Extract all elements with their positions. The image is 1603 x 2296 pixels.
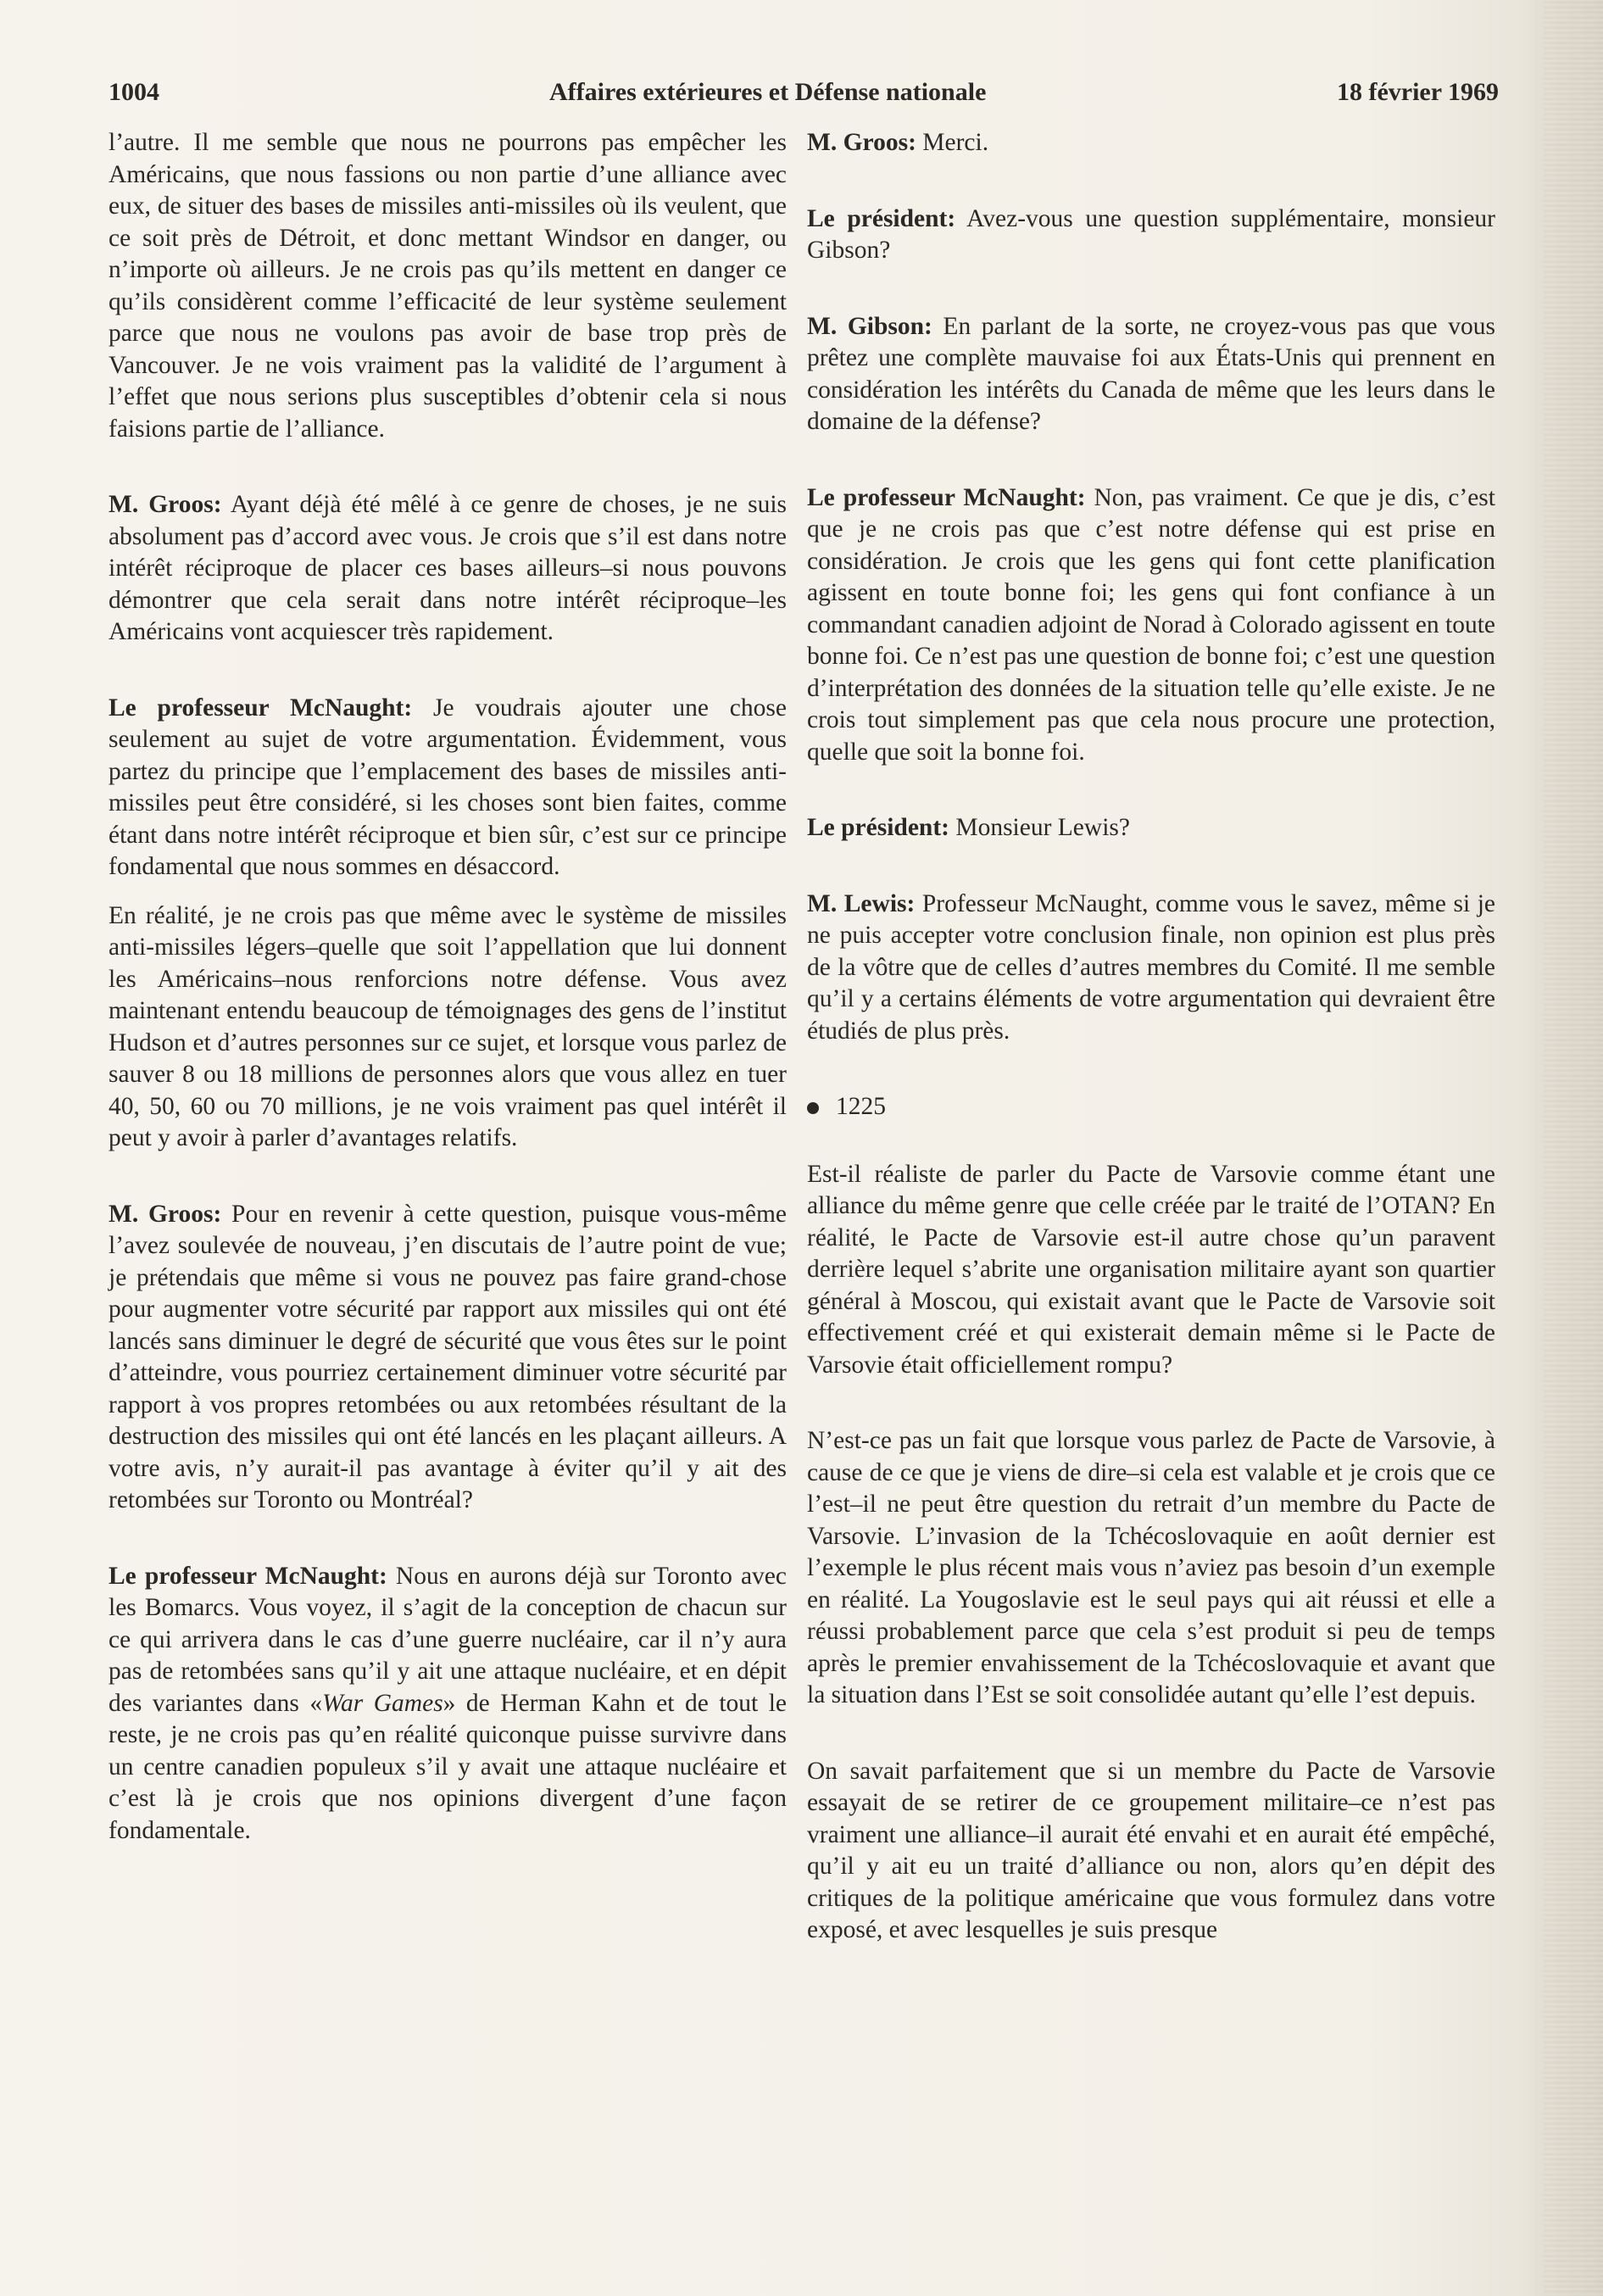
speaker: Le professeur McNaught: [807, 483, 1086, 511]
paragraph [807, 203, 1495, 267]
paragraph-text: Non, pas vraiment. Ce que je dis, c’est que je ne crois pas que c’est notre défense qui est prise en considération. Je crois que les gens qui font cette planification agissent en toute bonne foi; les gens qui font confiance à un commandant canadien adjoint de Norad à Colorado agissent en toute bonne foi. Ce n’est pas une question de bonne foi; c’est une question d’interprétation des données de la situation telle qu’elle existe. Je ne crois tout simplement pas que cela nous procure une protection, quelle que soit la bonne foi. [807, 483, 1495, 766]
paragraph-text: En parlant de la sorte, ne croyez-vous pas que vous prêtez une complète mauvaise foi aux États-Unis qui prennent en considération les intérêts du Canada de même que les leurs dans le domaine de la défense? [807, 312, 1495, 435]
paragraph-text: » de Herman Kahn et de tout le reste, je ne crois pas qu’en réalité quiconque puisse survivre dans un centre canadien populeux s’il y avait une attaque nucléaire et c’est là je crois que nos opinions divergent d’une façon fondamentale. [109, 1689, 787, 1844]
paragraph [807, 482, 1495, 769]
paragraph [109, 489, 787, 649]
bullet-icon [807, 1102, 819, 1114]
right-column [807, 127, 1495, 1991]
paragraph-text: Est-il réaliste de parler du Pacte de Varsovie comme étant une alliance du même genre que celle créée par le traité de l’OTAN? En réalité, le Pacte de Varsovie est-il autre chose qu’un paravent derrière lequel s’abrite une organisation militaire ayant son quartier général à Moscou, qui existait avant que le Pacte de Varsovie soit effectivement créé et qui existerait demain même si le Pacte de Varsovie était officiellement rompu? [807, 1160, 1495, 1379]
paragraph [109, 1561, 787, 1847]
time-marker-text: 1225 [836, 1093, 886, 1120]
paragraph-text: Nous en aurons déjà sur Toronto avec les Bomarcs. Vous voyez, il s’agit de la conception de chacun sur ce qui arrivera dans le cas d’une guerre nucléaire, car il n’y aura pas de retombées sans qu’il y ait une attaque nucléaire, et en dépit des variantes dans « [109, 1562, 787, 1717]
page-number: 1004 [109, 78, 159, 106]
speaker: Le professeur McNaught: [109, 694, 413, 722]
paragraph [109, 127, 787, 445]
paragraph-text: Je voudrais ajouter une chose seulement au sujet de votre argumentation. Évidemment, vous partez du principe que l’emplacement des bases de missiles anti-missiles peut être considéré, si les choses sont bien faites, comme étant dans notre intérêt réciproque et bien sûr, c’est sur ce principe fondamental que nous sommes en désaccord. [109, 694, 787, 880]
paragraph [807, 812, 1495, 844]
paragraph [807, 127, 1495, 159]
speaker: M. Lewis: [807, 889, 916, 917]
paragraph-text: Monsieur Lewis? [949, 814, 1130, 841]
time-marker [807, 1091, 1495, 1123]
speaker: Le président: [807, 814, 949, 841]
running-header [109, 78, 1499, 120]
paragraph [807, 1425, 1495, 1712]
paragraph [109, 900, 787, 1155]
paragraph [807, 1756, 1495, 1947]
page-edge [1544, 0, 1603, 2296]
speaker: Le professeur McNaught: [109, 1562, 387, 1590]
paragraph [109, 693, 787, 883]
paragraph-text: On savait parfaitement que si un membre du Pacte de Varsovie essayait de se retirer de ce groupement militaire–ce n’est pas vraiment une alliance–il aurait été envahi et en aurait été empêché, qu’il y ait eu un traité d’alliance ou non, alors qu’en dépit des critiques de la politique américaine que vous formulez dans votre exposé, et avec lesquelles je suis presque [807, 1757, 1495, 1943]
paragraph-text: Professeur McNaught, comme vous le savez, même si je ne puis accepter votre conclusion finale, non opinion est plus près de la vôtre que de celles d’autres membres du Comité. Il me semble qu’il y a certains éléments de votre argumentation qui devraient être étudiés de plus près. [807, 889, 1495, 1045]
paragraph-text: N’est-ce pas un fait que lorsque vous parlez de Pacte de Varsovie, à cause de ce que je viens de dire–si cela est valable et je crois que ce l’est–il ne peut être question du retrait d’un membre du Pacte de Varsovie. L’invasion de la Tchécoslovaquie en août dernier est l’exemple le plus récent mais vous n’aviez pas besoin d’un exemple en réalité. La Yougoslavie est le seul pays qui ait réussi et elle a réussi probablement parce que cela s’est produit si peu de temps après le premier envahissement de la Tchécoslovaquie et avant que la situation dans l’Est se soit consolidée autant qu’elle l’est depuis. [807, 1427, 1495, 1708]
paragraph [807, 889, 1495, 1048]
page-title: Affaires extérieures et Défense nationale [549, 78, 987, 106]
paragraph-text: Ayant déjà été mêlé à ce genre de choses, je ne suis absolument pas d’accord avec vous. Je crois que s’il est dans notre intérêt réciproque de placer ces bases ailleurs–si nous pouvons démontrer que cela serait dans notre intérêt réciproque–les Américains vont acquiescer très rapidement. [109, 491, 787, 645]
speaker: M. Groos: [109, 491, 222, 518]
book-title: War Games [322, 1689, 443, 1717]
paragraph-text: Merci. [916, 129, 989, 156]
paragraph [807, 311, 1495, 438]
paragraph [807, 1159, 1495, 1382]
paragraph-text: Pour en revenir à cette question, puisque vous-même l’avez soulevée de nouveau, j’en discutais de l’autre point de vue; je prétendais que même si vous ne pouvez pas faire grand-chose pour augmenter votre sécurité par rapport aux missiles qui ont été lancés sans diminuer le degré de sécurité que vous êtes sur le point d’atteindre, vous pourriez certainement diminuer votre sécurité par rapport à vos propres retombées ou aux retombées résultant de la destruction des missiles qui ont été lancés en les plaçant ailleurs. A votre avis, n’y aurait-il pas avantage à éviter qu’il y ait des retombées sur Toronto ou Montréal? [109, 1200, 787, 1513]
speaker: Le président: [807, 204, 956, 232]
page-date: 18 février 1969 [1336, 78, 1499, 106]
paragraph-text: En réalité, je ne crois pas que même avec le système de missiles anti-missiles légers–quelle que soit l’appellation que lui donnent les Américains–nous renforcions notre défense. Vous avez maintenant entendu beaucoup de témoignages des gens de l’institut Hudson et d’autres personnes sur ce sujet, et lorsque vous parlez de sauver 8 ou 18 millions de personnes alors que vous allez en tuer 40, 50, 60 ou 70 millions, je ne vois vraiment pas quel intérêt il peut y avoir à parler d’avantages relatifs. [109, 901, 787, 1151]
speaker: M. Groos: [109, 1200, 222, 1228]
speaker: M. Groos: [807, 129, 916, 156]
paragraph-text: l’autre. Il me semble que nous ne pourrons pas empêcher les Américains, que nous fassions ou non partie d’une alliance avec eux, de situer des bases de missiles anti-missiles où ils veulent, que ce soit près de Détroit, et donc mettant Windsor en danger, ou n’importe où ailleurs. Je ne crois pas qu’ils mettent en danger ce qu’ils considèrent comme l’efficacité de leur système seulement parce que nous ne voulons pas avoir de base trop près de Vancouver. Je ne vois vraiment pas la validité de l’argument à l’effet que nous serions plus susceptibles d’obtenir cela si nous faisions partie de l’alliance. [109, 129, 787, 443]
paragraph-text: Avez-vous une question supplémentaire, monsieur Gibson? [807, 204, 1496, 264]
speaker: M. Gibson: [807, 312, 932, 340]
left-column [109, 127, 787, 1891]
paragraph [109, 1199, 787, 1517]
